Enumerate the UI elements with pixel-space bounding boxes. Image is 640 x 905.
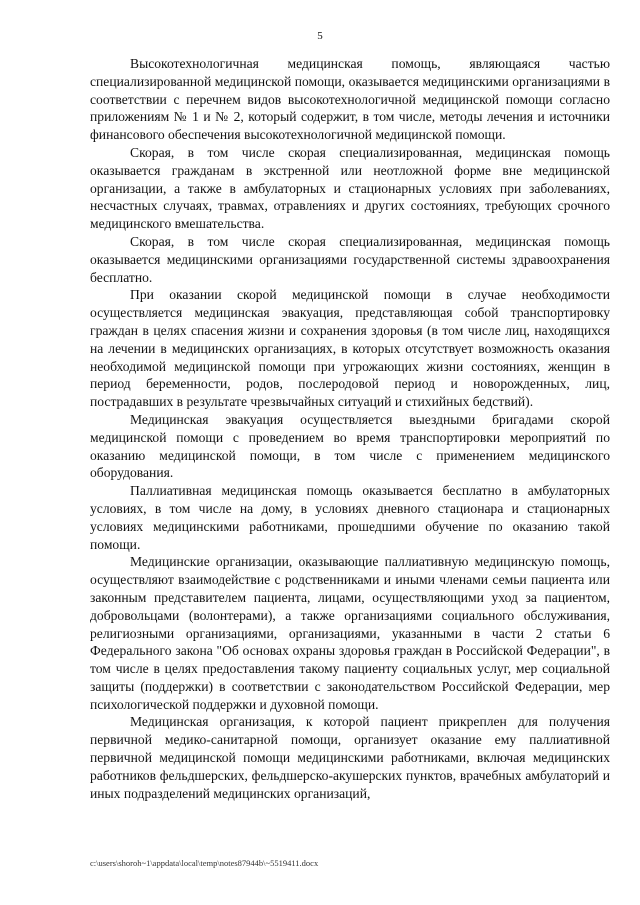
paragraph-evacuation-teams: Медицинская эвакуация осуществляется выездными бригадами скорой медицинской помощи с проведением во время транспортировки мероприятий по оказанию медицинской помощи, в том числе с применением медицинского оборудования.	[90, 411, 610, 481]
paragraph-medical-evacuation: При оказании скорой медицинской помощи в случае необходимости осуществляется медицинская эвакуация, представляющая собой транспортировку граждан в целях спасения жизни и сохранения здоровья (в том числе лиц, находящихся на лечении в медицинских организациях, в которых отсутствует возможность оказания необходимой медицинской помощи при угрожающих жизни состояниях, женщин в период беременности, родов, послеродовой период и новорожденных, лиц, пострадавших в результате чрезвычайных ситуаций и стихийных бедствий).	[90, 287, 610, 410]
paragraph-high-tech-care: Высокотехнологичная медицинская помощь, являющаяся частью специализированной медицинской помощи, оказывается медицинскими организациями в соответствии с перечнем видов высокотехнологичной медицинской помощи согласно приложениям № 1 и № 2, который содержит, в том числе, методы лечения и источники финансового обеспечения высокотехнологичной медицинской помощи.	[90, 56, 610, 143]
paragraph-emergency-care: Скорая, в том числе скорая специализированная, медицинская помощь оказывается гражданам в экстренной или неотложной форме вне медицинской организации, а также в амбулаторных и стационарных условиях при заболеваниях, несчастных случаях, травмах, отравлениях и других состояниях, требующих срочного медицинского вмешательства.	[90, 144, 610, 232]
paragraph-palliative-care: Паллиативная медицинская помощь оказывается бесплатно в амбулаторных условиях, в том числе на дому, в условиях дневного стационара и стационарных условиях медицинскими работниками, прошедшими обучение по оказанию такой помощи.	[90, 483, 610, 552]
paragraph-palliative-organizations: Медицинские организации, оказывающие паллиативную медицинскую помощь, осуществляют взаимодействие с родственниками и иными членами семьи пациента или законным представителем пациента, лицами, осуществляющими уход за пациентом, добровольцами (волонтерами), а также организациями социального обслуживания, религиозными организациями, организациями, указанными в части 2 статьи 6 Федерального закона "Об основах охраны здоровья граждан в Российской Федерации", в том числе в целях предоставления такому пациенту социальных услуг, мер социальной защиты (поддержки) в соответствии с законодательством Российской Федерации, мер психологической поддержки и духовной помощи.	[90, 554, 610, 712]
footer-file-path: c:\users\shoroh~1\appdata\local\temp\notes87944b\~5519411.docx	[90, 858, 319, 868]
page-number: 5	[317, 30, 323, 42]
document-body	[90, 55, 610, 802]
paragraph-emergency-care-free: Скорая, в том числе скорая специализированная, медицинская помощь оказывается медицинскими организациями государственной системы здравоохранения бесплатно.	[90, 233, 610, 285]
paragraph-primary-palliative: Медицинская организация, к которой пациент прикреплен для получения первичной медико-санитарной помощи, организует оказание ему паллиативной первичной медицинской помощи медицинскими работниками, включая медицинских работников фельдшерских, фельдшерско-акушерских пунктов, врачебных амбулаторий и иных подразделений медицинских организаций,	[90, 714, 610, 801]
